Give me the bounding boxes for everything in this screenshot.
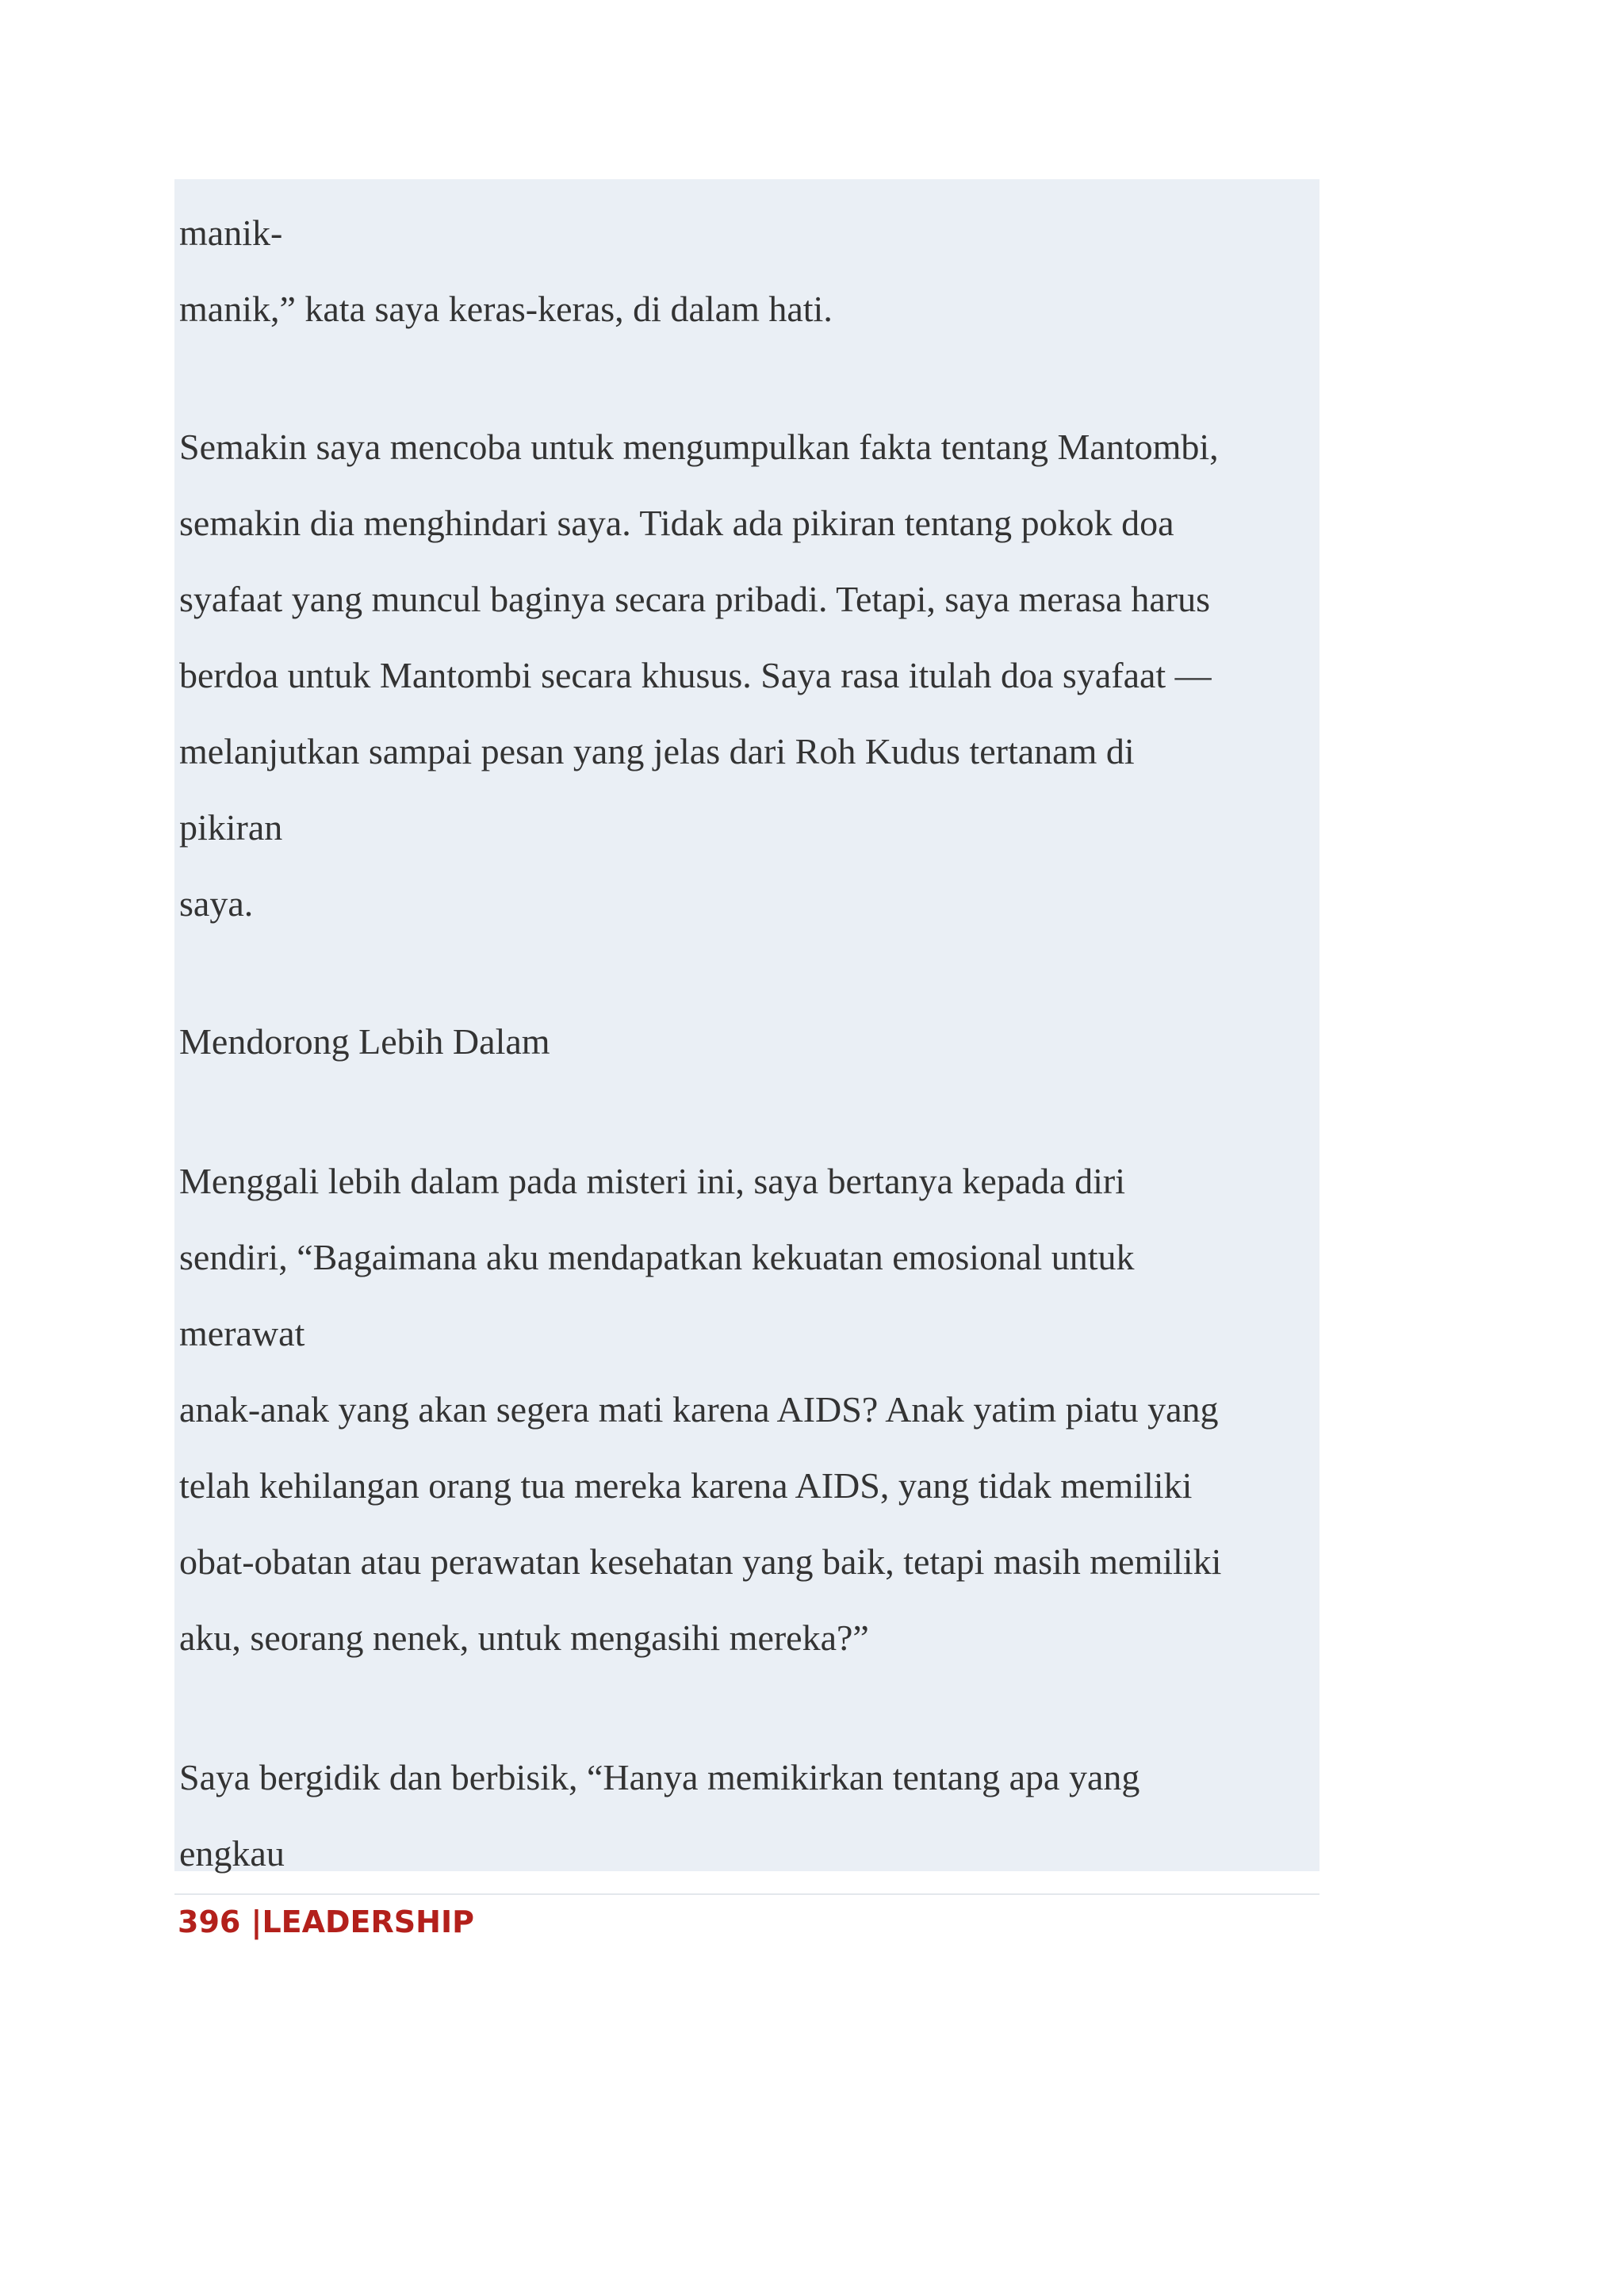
text-line: sendiri, “Bagaimana aku mendapatkan kekuatan emosional untuk [179, 1237, 1135, 1277]
footer-section-title: LEADERSHIP [262, 1904, 474, 1939]
text-line: berdoa untuk Mantombi secara khusus. Saya rasa itulah doa syafaat — [179, 655, 1212, 695]
text-line: anak-anak yang akan segera mati karena AIDS? Anak yatim piatu yang [179, 1389, 1219, 1430]
section-heading: Mendorong Lebih Dalam [179, 1021, 550, 1062]
text-line: aku, seorang nenek, untuk mengasihi mereka?” [179, 1617, 869, 1658]
text-line: melanjutkan sampai pesan yang jelas dari Roh Kudus tertanam di [179, 731, 1135, 771]
text-line: manik- [179, 212, 283, 253]
text-line: manik,” kata saya keras-keras, di dalam hati. [179, 289, 833, 329]
text-line: merawat [179, 1313, 305, 1353]
page-number: 396 [178, 1904, 241, 1939]
text-line: pikiran [179, 807, 283, 848]
footer-separator: | [240, 1904, 262, 1939]
text-block [174, 179, 1320, 1874]
text-line: Saya bergidik dan berbisik, “Hanya memikirkan tentang apa yang [179, 1757, 1140, 1797]
text-line: Semakin saya mencoba untuk mengumpulkan fakta tentang Mantombi, [179, 427, 1219, 467]
text-line: syafaat yang muncul baginya secara pribadi. Tetapi, saya merasa harus [179, 579, 1211, 619]
text-line: engkau [179, 1833, 285, 1874]
text-line: Menggali lebih dalam pada misteri ini, saya bertanya kepada diri [179, 1161, 1126, 1201]
footer-divider [174, 1893, 1320, 1895]
page-footer [178, 1900, 474, 1944]
text-line: saya. [179, 883, 254, 924]
text-line: obat-obatan atau perawatan kesehatan yang baik, tetapi masih memiliki [179, 1541, 1222, 1582]
text-line: telah kehilangan orang tua mereka karena AIDS, yang tidak memiliki [179, 1465, 1193, 1506]
text-line: semakin dia menghindari saya. Tidak ada pikiran tentang pokok doa [179, 503, 1174, 543]
